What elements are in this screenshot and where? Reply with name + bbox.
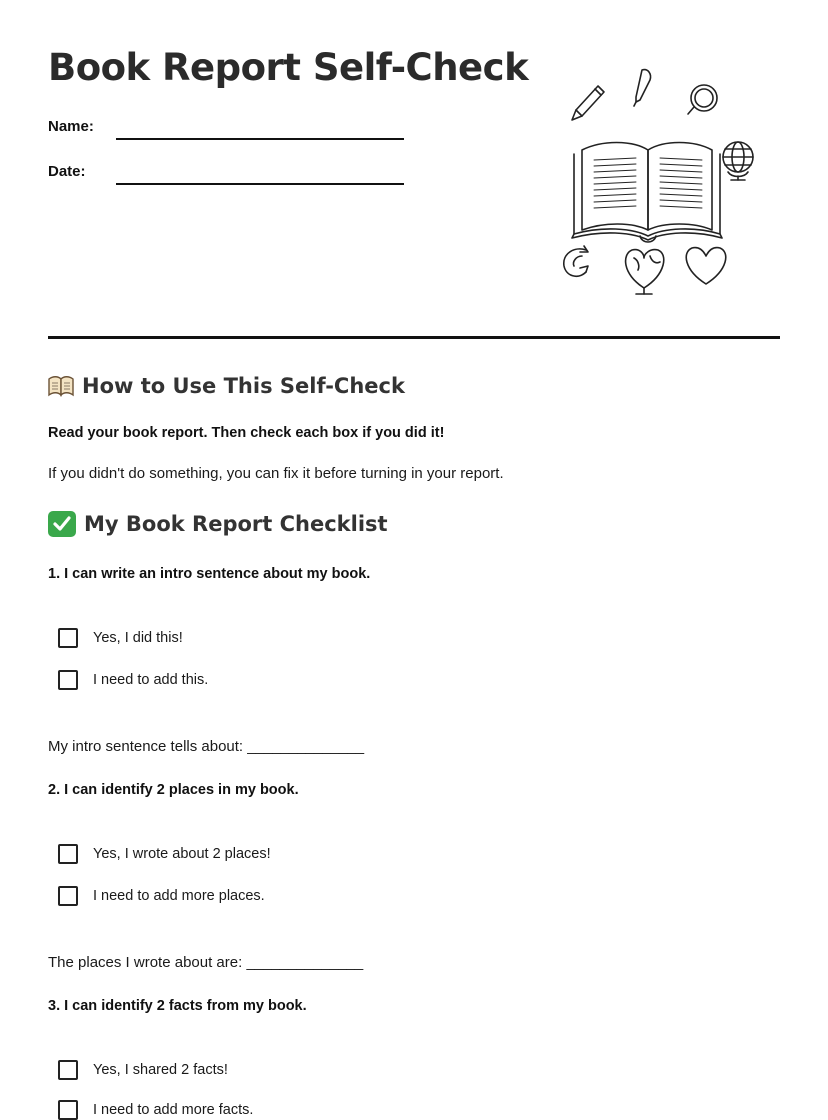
checkbox[interactable] bbox=[58, 1060, 78, 1080]
checkbox[interactable] bbox=[58, 1100, 78, 1120]
checklist-item-1-question: 1. I can write an intro sentence about my book. bbox=[48, 566, 371, 582]
name-field[interactable] bbox=[48, 118, 115, 135]
name-label: Name: bbox=[48, 118, 94, 135]
option-label: Yes, I shared 2 facts! bbox=[93, 1062, 228, 1078]
page-title: Book Report Self-Check bbox=[48, 46, 529, 89]
checkbox[interactable] bbox=[58, 670, 78, 690]
checklist-item-2-option-need[interactable] bbox=[58, 886, 265, 906]
globe-icon bbox=[723, 142, 753, 180]
name-line[interactable] bbox=[116, 138, 404, 140]
checklist-item-3-option-yes[interactable] bbox=[58, 1060, 228, 1080]
book-doodle-illustration bbox=[552, 62, 762, 302]
checklist-item-1-option-need[interactable] bbox=[58, 670, 208, 690]
open-book-emoji-icon bbox=[48, 375, 74, 397]
option-label: I need to add this. bbox=[93, 672, 209, 688]
checkbox[interactable] bbox=[58, 844, 78, 864]
check-mark-button-emoji-icon bbox=[48, 511, 76, 537]
checklist-item-2-prompt[interactable]: The places I wrote about are: ______________ bbox=[48, 954, 364, 971]
checklist-item-2-option-yes[interactable] bbox=[58, 844, 271, 864]
date-label: Date: bbox=[48, 163, 86, 180]
pencil-icon bbox=[572, 86, 604, 120]
instructions-heading bbox=[48, 374, 405, 398]
instructions-text: If you didn't do something, you can fix it before turning in your report. bbox=[48, 465, 504, 482]
option-label: Yes, I wrote about 2 places! bbox=[93, 846, 271, 862]
checklist-item-1-option-yes[interactable] bbox=[58, 628, 183, 648]
heart-globe-icon bbox=[626, 250, 664, 294]
checklist-item-1-prompt[interactable]: My intro sentence tells about: ______________ bbox=[48, 738, 365, 755]
checklist-item-3-question: 3. I can identify 2 facts from my book. bbox=[48, 998, 307, 1014]
option-label: Yes, I did this! bbox=[93, 630, 183, 646]
checkbox[interactable] bbox=[58, 886, 78, 906]
open-book-icon bbox=[572, 143, 722, 243]
instructions-bold-text: Read your book report. Then check each box if you did it! bbox=[48, 425, 445, 441]
section-divider bbox=[48, 336, 780, 339]
checklist-heading bbox=[48, 511, 388, 537]
date-line[interactable] bbox=[116, 183, 404, 185]
checklist-item-3-option-need[interactable] bbox=[58, 1100, 253, 1120]
refresh-arrows-icon bbox=[564, 246, 588, 276]
option-label: I need to add more places. bbox=[93, 888, 265, 904]
instructions-heading-text: How to Use This Self-Check bbox=[82, 374, 405, 398]
pen-icon bbox=[634, 70, 651, 106]
checkbox[interactable] bbox=[58, 628, 78, 648]
option-label: I need to add more facts. bbox=[93, 1102, 254, 1118]
date-field[interactable] bbox=[48, 163, 115, 180]
heart-icon bbox=[686, 248, 726, 284]
checklist-item-2-question: 2. I can identify 2 places in my book. bbox=[48, 782, 299, 798]
checklist-heading-text: My Book Report Checklist bbox=[84, 512, 388, 536]
magnifying-glass-icon bbox=[688, 85, 717, 114]
